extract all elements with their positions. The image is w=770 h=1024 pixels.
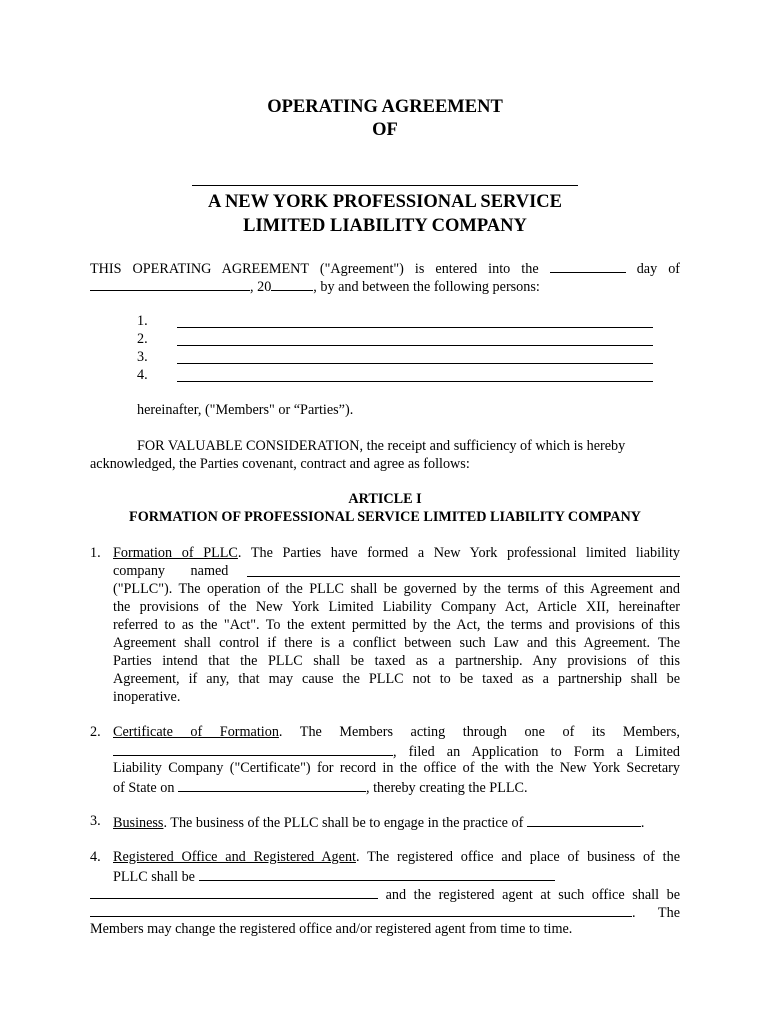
month-blank (90, 276, 250, 291)
practice-blank (527, 812, 641, 827)
title-line-1: OPERATING AGREEMENT (267, 97, 503, 117)
intro-text-a: THIS OPERATING AGREEMENT ("Agreement") is entered into the (90, 261, 539, 277)
member-num-2: 2. (137, 331, 148, 347)
office-address-blank (199, 866, 555, 881)
section-4-text-2: PLLC shall be (113, 869, 195, 885)
section-1-line-2 (113, 562, 680, 580)
day-blank (550, 258, 626, 273)
section-4-line-3 (90, 884, 680, 904)
section-1-line-1 (113, 544, 680, 562)
section-3-period: . (640, 815, 645, 831)
office-address-blank-2 (90, 884, 378, 899)
section-2-line-1 (113, 723, 680, 741)
section-2-line-4 (113, 777, 528, 797)
section-2-line-3: Liability Company ("Certificate") for record in the office of the with the New York Secretary (113, 760, 680, 776)
member-filer-blank (113, 741, 393, 756)
section-1-line-3: ("PLLC"). The operation of the PLLC shall be governed by the terms of this Agreement and (113, 581, 680, 597)
consideration-line-2: acknowledged, the Parties covenant, contract and agree as follows: (90, 456, 470, 472)
member-blank-1 (177, 327, 653, 328)
intro-text-c: , by and between the following persons: (313, 279, 540, 295)
intro-line-1 (90, 258, 680, 278)
article-heading: ARTICLE I (348, 491, 422, 507)
company-name-blank (192, 185, 578, 186)
member-num-1: 1. (137, 313, 148, 329)
article-subheading: FORMATION OF PROFESSIONAL SERVICE LIMITED LIABILITY COMPANY (129, 509, 641, 525)
intro-text-year: , 20 (250, 279, 272, 295)
section-1-title: Formation of PLLC (113, 545, 238, 561)
member-blank-4 (177, 381, 653, 382)
section-2-text-1: . The Members acting through one of its Members, (278, 724, 680, 740)
title-line-2: OF (372, 120, 398, 140)
section-1-line-5: referred to as the "Act". To the extent permitted by the Act, the terms and provisions of this (113, 617, 680, 633)
section-3-title: Business (113, 815, 164, 831)
title-line-4: LIMITED LIABILITY COMPANY (243, 216, 527, 236)
section-1-text-1: . The Parties have formed a New York professional limited liability (237, 545, 680, 561)
section-1-line-6: Agreement shall control if there is a conflict between such Law and this Agreement. The (113, 635, 680, 651)
pllc-name-blank (247, 562, 680, 577)
section-1-line-7: Parties intend that the PLLC shall be taxed as a partnership. Any provisions of this (113, 653, 680, 669)
section-4-line-1 (113, 848, 680, 866)
intro-text-b: day of (636, 261, 680, 277)
member-num-4: 4. (137, 367, 148, 383)
section-4-line-4 (90, 902, 680, 922)
filing-date-blank (178, 777, 366, 792)
section-4-text-4: . The (632, 905, 680, 921)
section-1-line-4: the provisions of the New York Limited Liability Company Act, Article XII, hereinafter (113, 599, 680, 615)
member-num-3: 3. (137, 349, 148, 365)
section-1-line-8: Agreement, if any, that may cause the PLLC not to be taxed as a partnership shall be (113, 671, 680, 687)
section-3-line-1 (113, 812, 644, 832)
section-4-title: Registered Office and Registered Agent (113, 849, 356, 865)
intro-line-2 (90, 276, 540, 296)
section-1-num: 1. (90, 545, 101, 561)
section-4-line-2 (113, 866, 555, 886)
section-2-line-2 (113, 741, 680, 761)
section-4-line-5: Members may change the registered office and/or registered agent from time to time. (90, 921, 573, 937)
section-1-text-2: company named (113, 563, 229, 579)
section-3-text-1: . The business of the PLLC shall be to engage in the practice of (163, 815, 524, 831)
section-4-text-1: . The registered office and place of business of the (356, 849, 680, 865)
section-2-text-4b: , thereby creating the PLLC. (366, 780, 528, 796)
title-line-3: A NEW YORK PROFESSIONAL SERVICE (207, 192, 562, 212)
section-1-line-9: inoperative. (113, 689, 181, 705)
section-2-num: 2. (90, 724, 101, 740)
consideration-line-1: FOR VALUABLE CONSIDERATION, the receipt and sufficiency of which is hereby (137, 438, 626, 454)
section-2-text-2: , filed an Application to Form a Limited (393, 744, 680, 760)
year-blank (271, 276, 313, 291)
section-2-text-4a: of State on (113, 780, 175, 796)
section-3-num: 3. (90, 813, 101, 829)
section-4-num: 4. (90, 849, 101, 865)
registered-agent-blank (90, 902, 632, 917)
section-2-title: Certificate of Formation (113, 724, 279, 740)
section-4-text-3: and the registered agent at such office shall be (385, 887, 680, 903)
member-blank-3 (177, 363, 653, 364)
member-blank-2 (177, 345, 653, 346)
hereinafter-text: hereinafter, ("Members" or “Parties”). (137, 402, 354, 418)
